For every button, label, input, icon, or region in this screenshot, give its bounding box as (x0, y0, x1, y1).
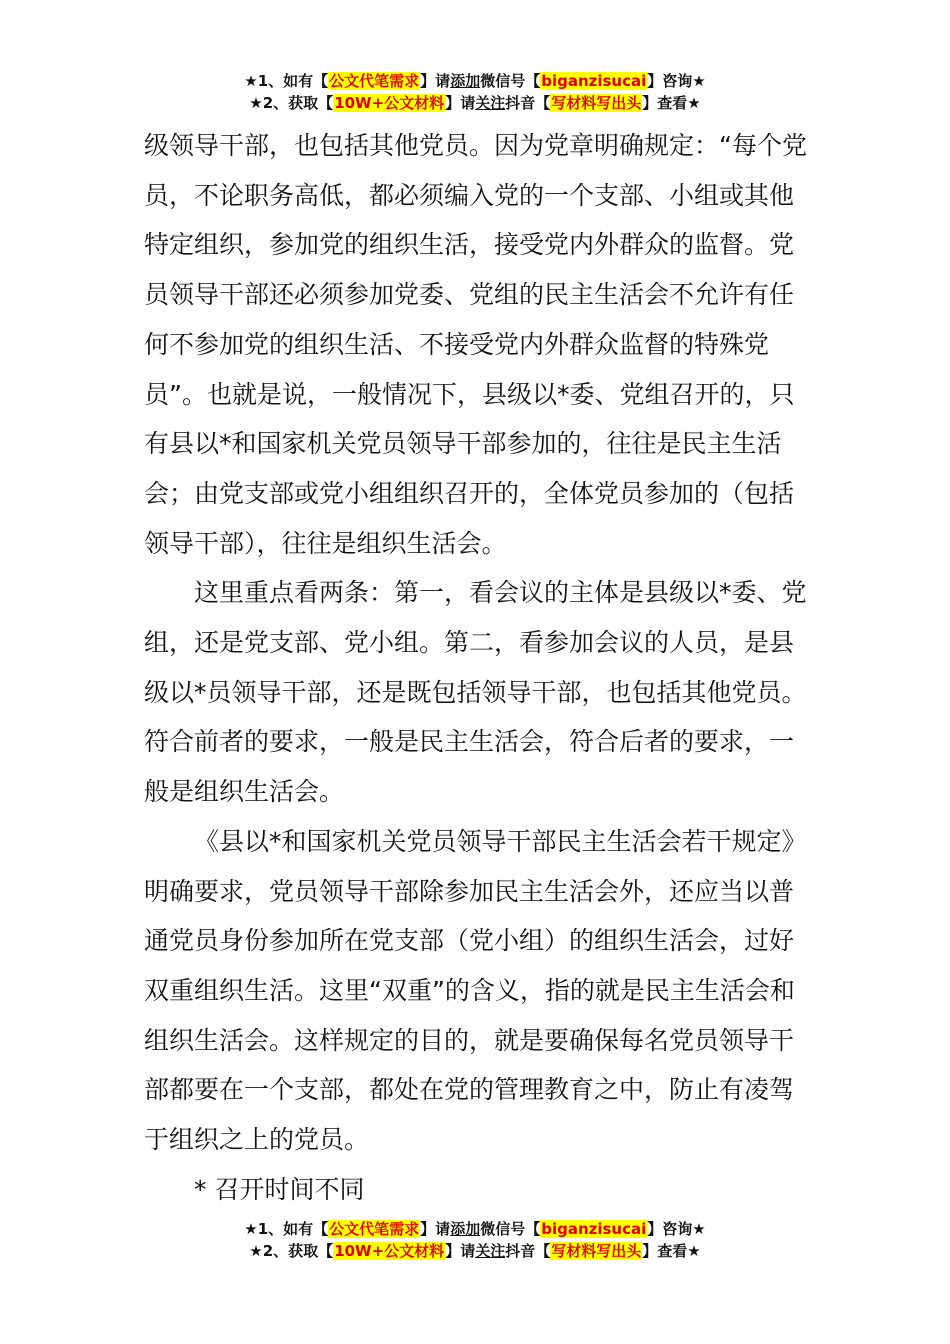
banner-text: 】查看★ (642, 94, 701, 112)
paragraph-2: 这里重点看两条：第一，看会议的主体是县级以*委、党组，还是党支部、党小组。第二，看参加会议的人员，是县级以*员领导干部，还是既包括领导干部，也包括其他党员。符合前者的要求，一般是民主生活会，符合后者的要求，一般是组织生活会。 (144, 578, 807, 807)
header-banner (0, 70, 950, 114)
banner-text: 】请 (420, 1220, 451, 1238)
highlight-writing-service: 公文代笔需求 (329, 72, 420, 90)
underlined-add: 添加 (450, 1220, 481, 1238)
banner-text: 】请 (445, 94, 476, 112)
banner-text: 抖音【 (505, 1242, 551, 1260)
paragraph-3: 《县以*和国家机关党员领导干部民主生活会若干规定》明确要求，党员领导干部除参加民主生活会外，还应当以普通党员身份参加所在党支部（党小组）的组织生活会，过好双重组织生活。这里“双重”的含义，指的就是民主生活会和组织生活会。这样规定的目的，就是要确保每名党员领导干部都要在一个支部，都处在党的管理教育之中，防止有凌驾于组织之上的党员。 (144, 826, 807, 1155)
banner-text: ★2、获取【 (249, 94, 334, 112)
footer-banner (0, 1218, 950, 1262)
banner-line-1 (0, 70, 950, 92)
banner-line-2 (0, 1240, 950, 1262)
highlight-materials: 10W+公文材料 (334, 94, 445, 112)
banner-text: 】咨询★ (647, 72, 706, 90)
banner-text: 】请 (420, 72, 451, 90)
underlined-add: 添加 (450, 72, 481, 90)
banner-text: 】请 (445, 1242, 476, 1260)
banner-line-1 (0, 1218, 950, 1240)
banner-text: 抖音【 (505, 94, 551, 112)
highlight-materials: 10W+公文材料 (334, 1242, 445, 1260)
banner-text: ★1、如有【 (244, 72, 329, 90)
paragraph-1: 级领导干部，也包括其他党员。因为党章明确规定：“每个党员，不论职务高低，都必须编入党的一个支部、小组或其他特定组织，参加党的组织生活，接受党内外群众的监督。党员领导干部还必须参加党委、党组的民主生活会不允许有任何不参加党的组织生活、不接受党内外群众监督的特殊党员”。也就是说，一般情况下，县级以*委、党组召开的，只有县以*和国家机关党员领导干部参加的，往往是民主生活会；由党支部或党小组组织召开的，全体党员参加的（包括领导干部），往往是组织生活会。 (144, 131, 807, 558)
banner-text: 微信号【 (480, 1220, 541, 1238)
highlight-douyin-account: 写材料写出头 (551, 1242, 642, 1260)
highlight-wechat-id: biganzisucai (541, 1220, 647, 1238)
banner-line-2 (0, 92, 950, 114)
banner-text: 】查看★ (642, 1242, 701, 1260)
banner-text: 微信号【 (480, 72, 541, 90)
banner-text: 】咨询★ (647, 1220, 706, 1238)
highlight-douyin-account: 写材料写出头 (551, 94, 642, 112)
underlined-follow: 关注 (475, 1242, 506, 1260)
highlight-writing-service: 公文代笔需求 (329, 1220, 420, 1238)
banner-text: ★2、获取【 (249, 1242, 334, 1260)
highlight-wechat-id: biganzisucai (541, 72, 647, 90)
underlined-follow: 关注 (475, 94, 506, 112)
document-body (144, 121, 810, 1214)
banner-text: ★1、如有【 (244, 1220, 329, 1238)
section-heading-meeting-time: * 召开时间不同 (194, 1174, 365, 1204)
